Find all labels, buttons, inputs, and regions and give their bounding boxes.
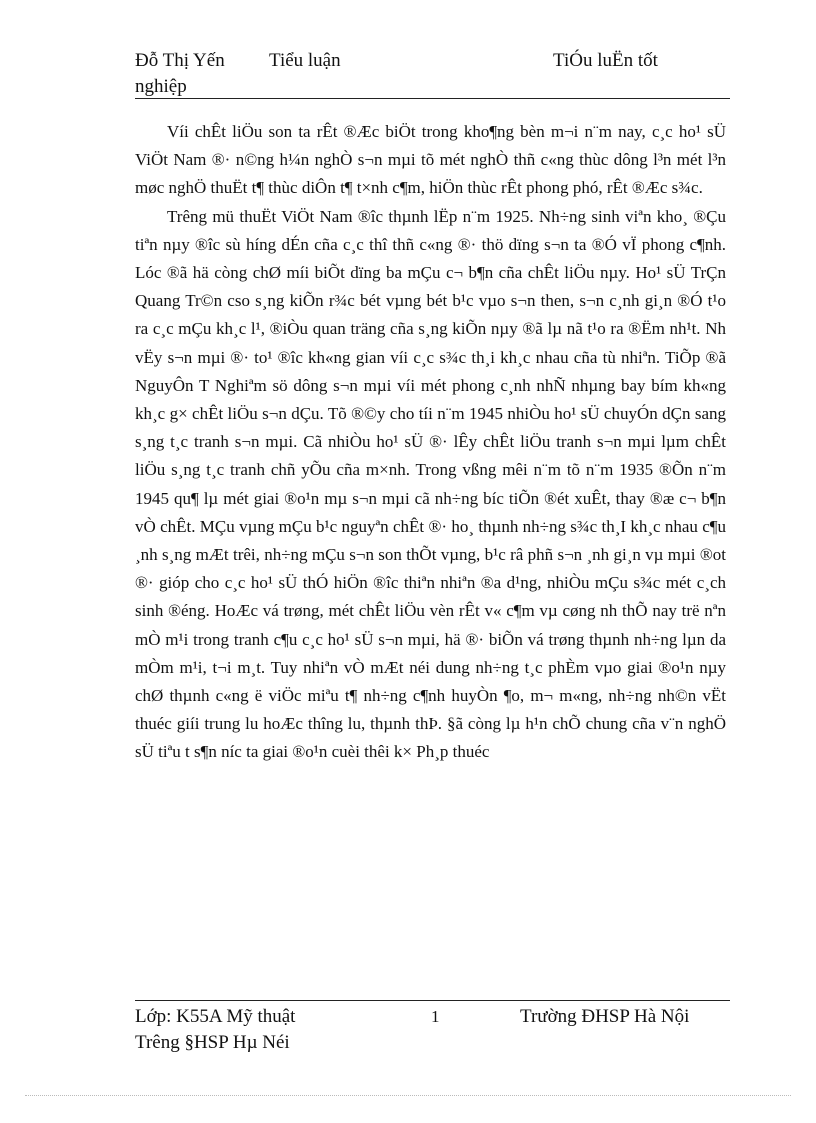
header-doc-title: TiÓu luËn tốt xyxy=(553,50,658,71)
header-doc-type: Tiểu luận xyxy=(269,50,341,71)
paragraph-1: Víi chÊt liÖu son ta rÊt ®Æc biÖt trong kho¶ng bèn m¬i n¨m nay, c¸c ho¹ sÜ ViÖt Nam ®· n©ng h¼n nghÒ s¬n mµi tõ mét nghÒ thñ c«ng thùc dông l³n mét l³n møc nghÖ thuËt t¶ thùc diÔn t¶ t×nh c¶m, hiÖn thùc rÊt phong phó, rÊt ®Æc s¾c. xyxy=(135,122,726,198)
footer-school: Trường ĐHSP Hà Nội xyxy=(520,1006,690,1027)
paragraph-2: Trêng mü thuËt ViÖt Nam ®îc thµnh lËp n¨m 1925. Nh÷ng sinh viªn kho¸ ®Çu tiªn nµy ®îc sù híng dÉn cña c¸c thî thñ c«ng ®· thö dïng s¬n ta ®Ó vÏ phong c¶nh. Lóc ®ã hä còng chØ míi biÕt dïng ba mÇu c¬ b¶n cña chÊt liÖu nµy. Ho¹ sÜ TrÇn Quang Tr©n cso s¸ng kiÕn r¾c bét vµng bét b¹c vµo s¬n then, s¬n c¸nh gi¸n ®Ó t¹o ra c¸c mÇu kh¸c l¹, ®iÒu quan träng cña s¸ng kiÕn nµy ®ã lµ nã t¹o ra ®Ëm nh¹t. Nh vËy s¬n mµi ®· to¹ ®îc kh«ng gian víi c¸c s¾c th¸i kh¸c nhau cña tù nhiªn. TiÕp ®ã NguyÔn T Nghiªm sö dông s¬n mµi víi mét phong c¸nh nhÑ nhµng bay bím kh«ng kh¸c g× chÊt liÖu s¬n dÇu. Tõ ®©y cho tíi n¨m 1945 nhiÒu ho¹ sÜ chuyÓn dÇn sang s¸ng t¸c tranh s¬n mµi. Cã nhiÒu ho¹ sÜ ®· lÊy chÊt liÖu tranh s¬n mµi lµm chÊt liÖu s¸ng t¸c tranh chñ yÕu cña m×nh. Trong vßng mêi n¨m tõ n¨m 1935 ®Õn n¨m 1945 qu¶ lµ mét giai ®o¹n mµ s¬n mµi cã nh÷ng bíc tiÕn ®ét xuÊt, thay ®æ c¬ b¶n vÒ chÊt. MÇu vµng mÇu b¹c nguyªn chÊt ®· ho¸ thµnh nh÷ng s¾c th¸I kh¸c nhau c¶u ¸nh s¸ng mÆt trêi, nh÷ng mÇu s¬n son thÕt vµng, b¹c râ phñ s¬n ¸nh gi¸n vµ mµi ®ot ®· gióp cho c¸c ho¹ sÜ thÓ hiÖn ®îc thiªn nhiªn ®a d¹ng, nhiÒu mÇu s¾c mét c¸ch sinh ®éng. HoÆc vá trøng, mét chÊt liÖu vèn rÊt v« c¶m vµ cøng nh thÕ nay trë nªn mÒ m¹i trong tranh c¶u c¸c ho¹ sÜ s¬n mµi, hä ®· biÕn vá trøng thµnh nh÷ng lµn da mÒm m¹i, t¬i m¸t. Tuy nhiªn vÒ mÆt néi dung nh÷ng t¸c phÈm vµo giai ®o¹n nµy chØ thµnh c«ng ë viÖc miªu t¶ nh÷ng c¶nh huyÒn ¶o, m¬ m«ng, nh÷ng nh©n vËt thuéc giíi trung lu hoÆc thîng lu, thµnh thÞ. §ã còng lµ h¹n chÕ chung cña v¨n nghÖ sÜ tiªu t s¶n níc ta giai ®o¹n cuèi thêi k× Ph¸p thuéc xyxy=(135,206,726,762)
header-divider xyxy=(135,98,730,99)
header-line2: nghiệp xyxy=(135,76,187,97)
page-number: 1 xyxy=(431,1007,440,1026)
footer-divider xyxy=(135,1000,730,1001)
page-break-line xyxy=(25,1095,791,1096)
document-body xyxy=(135,118,726,767)
page-header xyxy=(135,48,730,97)
footer-class: Lớp: K55A Mỹ thuật xyxy=(135,1006,296,1027)
header-author: Đỗ Thị Yến xyxy=(135,50,225,71)
footer-line2: Trêng §HSP Hµ Néi xyxy=(135,1032,290,1053)
